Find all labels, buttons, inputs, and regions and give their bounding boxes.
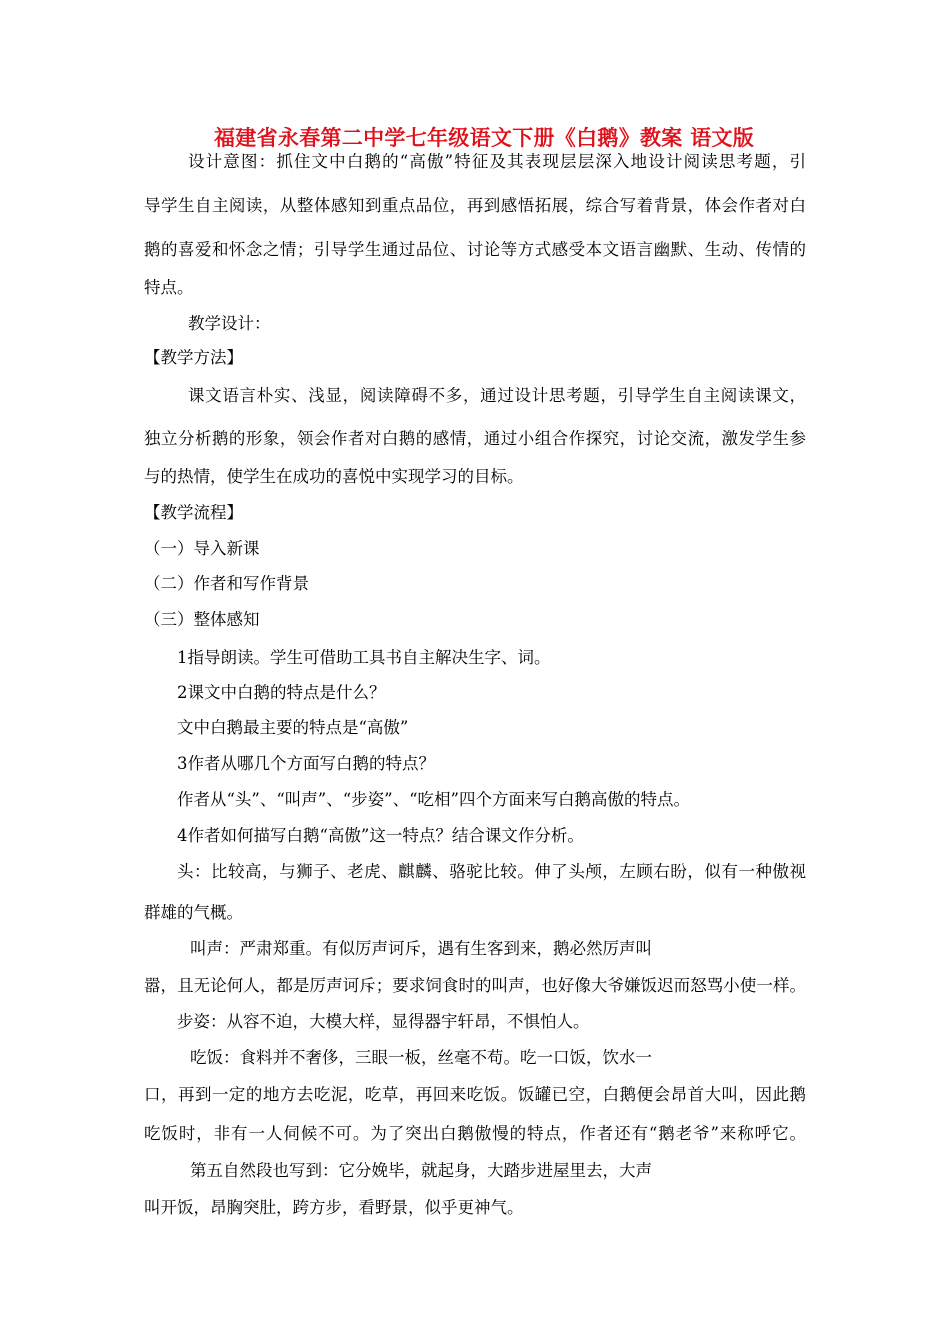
answer-3: 作者从“头”、“叫声”、“步姿”、“吃相”四个方面来写白鹅高傲的特点。 bbox=[177, 790, 690, 809]
process-step-3: （三）整体感知 bbox=[144, 610, 260, 629]
methods-line-1: 课文语言朴实、浅显，阅读障碍不多，通过设计思考题，引导学生自主阅读课文， bbox=[188, 386, 806, 405]
question-1: 1指导朗读。学生可借助工具书自主解决生字、词。 bbox=[177, 648, 551, 667]
fifth-paragraph-line-2: 叫开饭，昂胸突肚，跨方步，看野景，似乎更神气。 bbox=[144, 1198, 524, 1217]
analysis-eat-line-3: 吃饭时，非有一人伺候不可。为了突出白鹅傲慢的特点，作者还有“鹅老爷”来称呼它。 bbox=[144, 1124, 806, 1143]
analysis-head-line-1: 头：比较高，与狮子、老虎、麒麟、骆驼比较。伸了头颅，左顾右盼，似有一种傲视 bbox=[177, 862, 806, 881]
teaching-methods-heading: 【教学方法】 bbox=[144, 348, 243, 367]
intent-line-3: 鹅的喜爱和怀念之情；引导学生通过品位、讨论等方式感受本文语言幽默、生动、传情的 bbox=[144, 240, 806, 259]
document-title: 福建省永春第二中学七年级语文下册《白鹅》教案 语文版 bbox=[214, 125, 755, 150]
fifth-paragraph-line-1: 第五自然段也写到：它分娩毕，就起身，大踏步进屋里去，大声 bbox=[190, 1161, 652, 1180]
answer-2: 文中白鹅最主要的特点是“高傲” bbox=[177, 718, 409, 737]
analysis-gait: 步姿：从容不迫，大模大样，显得器宇轩昂，不惧怕人。 bbox=[177, 1012, 590, 1031]
process-step-1: （一）导入新课 bbox=[144, 539, 260, 558]
analysis-eat-line-1: 吃饭：食料并不奢侈，三眼一板，丝毫不苟。吃一口饭，饮水一 bbox=[190, 1048, 652, 1067]
methods-line-2: 独立分析鹅的形象，领会作者对白鹅的感情，通过小组合作探究，讨论交流，激发学生参 bbox=[144, 429, 806, 448]
analysis-head-line-2: 群雄的气概。 bbox=[144, 903, 243, 922]
analysis-voice-line-2: 嚣，且无论何人，都是厉声诃斥；要求饲食时的叫声，也好像大爷嫌饭迟而怒骂小使一样。 bbox=[144, 976, 806, 995]
question-4: 4作者如何描写白鹅“高傲”这一特点？结合课文作分析。 bbox=[177, 826, 584, 845]
analysis-eat-line-2: 口，再到一定的地方去吃泥，吃草，再回来吃饭。饭罐已空，白鹅便会昂首大叫，因此鹅 bbox=[144, 1085, 806, 1104]
teaching-design-label: 教学设计： bbox=[188, 314, 271, 333]
question-3: 3作者从哪几个方面写白鹅的特点？ bbox=[177, 754, 435, 773]
process-step-2: （二）作者和写作背景 bbox=[144, 574, 309, 593]
analysis-voice-line-1: 叫声：严肃郑重。有似厉声诃斥，遇有生客到来，鹅必然厉声叫 bbox=[190, 939, 652, 958]
methods-line-3: 与的热情，使学生在成功的喜悦中实现学习的目标。 bbox=[144, 467, 524, 486]
intent-line-1: 设计意图：抓住文中白鹅的“高傲”特征及其表现层层深入地设计阅读思考题，引 bbox=[188, 152, 806, 171]
intent-line-4: 特点。 bbox=[144, 278, 194, 297]
teaching-process-heading: 【教学流程】 bbox=[144, 503, 243, 522]
question-2: 2课文中白鹅的特点是什么？ bbox=[177, 683, 386, 702]
intent-line-2: 导学生自主阅读，从整体感知到重点品位，再到感悟拓展，综合写着背景，体会作者对白 bbox=[144, 196, 806, 215]
